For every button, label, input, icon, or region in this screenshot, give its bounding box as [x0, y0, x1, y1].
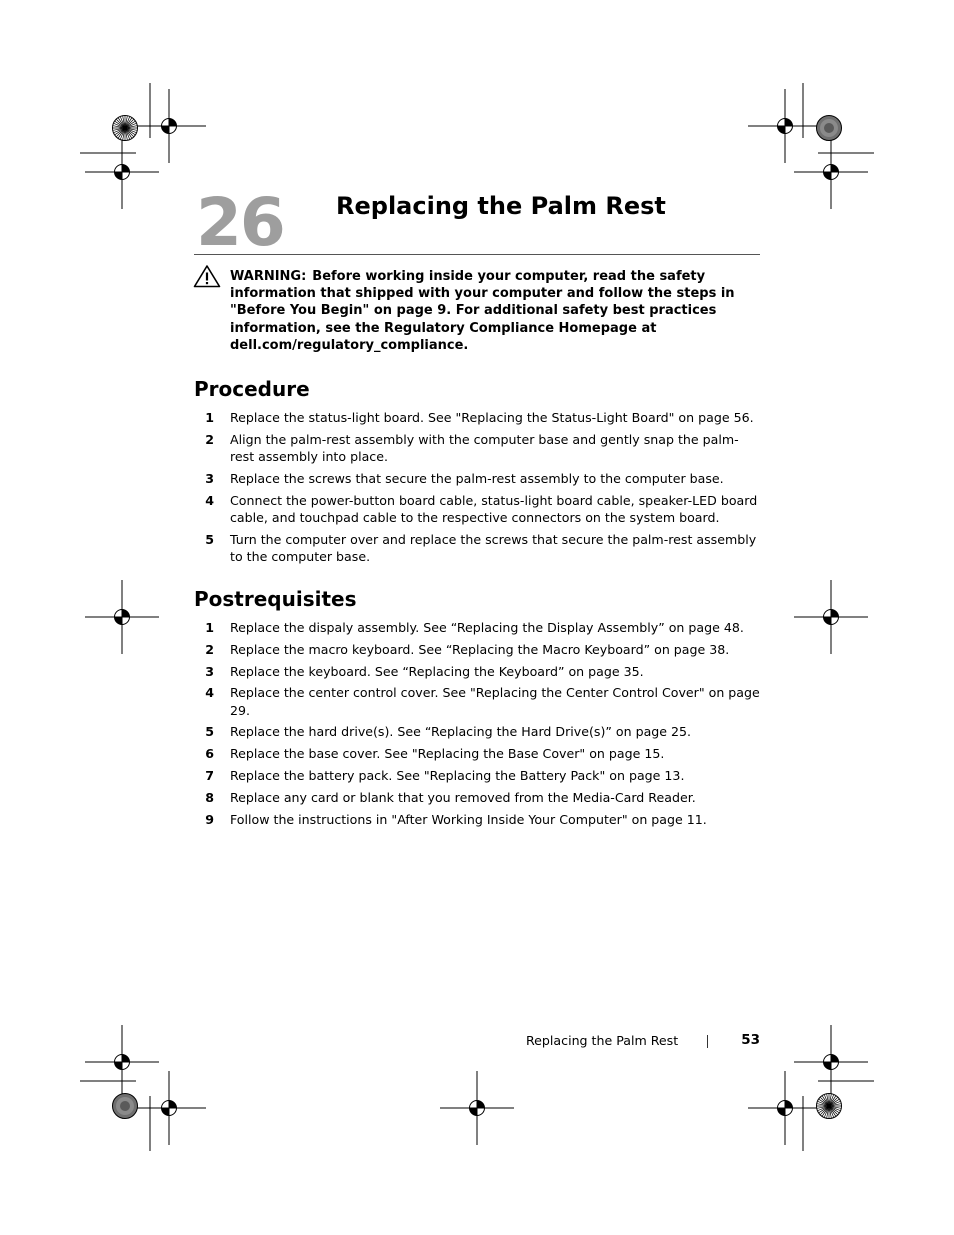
warning-notice [230, 268, 760, 354]
postrequisites-heading: Postrequisites [194, 587, 357, 611]
postrequisite-step [194, 684, 760, 718]
procedure-step [194, 470, 760, 487]
step-number: 2 [205, 431, 214, 447]
warning-triangle-icon [193, 264, 221, 288]
postrequisite-step [194, 745, 760, 762]
step-text: Turn the computer over and replace the screws that secure the palm-rest assembly to the computer base. [230, 531, 757, 564]
step-number: 1 [205, 410, 214, 425]
step-number: 3 [205, 663, 214, 679]
chapter-title: Replacing the Palm Rest [336, 192, 666, 220]
procedure-step [194, 492, 760, 526]
warning-label: WARNING: [230, 269, 307, 284]
step-number: 6 [205, 746, 214, 762]
step-number: 2 [205, 641, 214, 657]
procedure-step [194, 431, 760, 465]
step-number: 5 [205, 724, 214, 740]
procedure-step [194, 409, 760, 426]
postrequisite-step [194, 663, 760, 680]
step-text: Replace the center control cover. See "Replacing the Center Control Cover" on page 29. [230, 685, 760, 718]
step-number: 4 [205, 685, 214, 701]
step-text: Replace the keyboard. See “Replacing the Keyboard” on page 35. [230, 663, 644, 679]
postrequisite-step [194, 619, 760, 636]
step-text: Align the palm-rest assembly with the computer base and gently snap the palm-rest assembly into place. [230, 431, 739, 464]
step-text: Replace the macro keyboard. See “Replacing the Macro Keyboard” on page 38. [230, 641, 730, 657]
postrequisites-steps [194, 619, 760, 828]
step-number: 7 [205, 767, 214, 783]
postrequisite-step [194, 789, 760, 806]
step-number: 1 [205, 620, 214, 635]
step-number: 3 [205, 470, 214, 486]
postrequisite-step [194, 723, 760, 740]
step-number: 4 [205, 492, 214, 508]
warning-body: Before working inside your computer, read the safety information that shipped with your computer and follow the steps in "Before You Begin" on page 9. For additional safety best practices information, see the Regulatory Compliance Homepage at dell.com/regulatory_compliance. [230, 269, 735, 353]
step-number: 8 [205, 789, 214, 805]
step-text: Follow the instructions in "After Working Inside Your Computer" on page 11. [230, 811, 707, 827]
page-number: 53 [741, 1032, 760, 1048]
footer-separator [707, 1035, 708, 1048]
step-text: Replace the hard drive(s). See “Replacing the Hard Drive(s)” on page 25. [230, 724, 692, 740]
step-text: Replace the base cover. See "Replacing the Base Cover" on page 15. [230, 746, 665, 762]
postrequisite-step [194, 767, 760, 784]
procedure-heading: Procedure [194, 377, 310, 401]
step-text: Replace the dispaly assembly. See “Replacing the Display Assembly” on page 48. [230, 620, 744, 635]
procedure-step [194, 531, 760, 565]
step-text: Replace the status-light board. See "Replacing the Status-Light Board" on page 56. [230, 410, 754, 425]
step-text: Replace any card or blank that you removed from the Media-Card Reader. [230, 789, 696, 805]
postrequisite-step [194, 641, 760, 658]
footer-title: Replacing the Palm Rest [526, 1033, 679, 1048]
step-text: Replace the screws that secure the palm-rest assembly to the computer base. [230, 470, 724, 486]
postrequisite-step [194, 811, 760, 828]
step-number: 9 [205, 811, 214, 827]
title-divider [194, 254, 760, 255]
step-text: Connect the power-button board cable, status-light board cable, speaker-LED board cable, and touchpad cable to the respective connectors on the system board. [230, 492, 758, 525]
procedure-steps [194, 409, 760, 565]
step-text: Replace the battery pack. See "Replacing the Battery Pack" on page 13. [230, 767, 685, 783]
step-number: 5 [205, 531, 214, 547]
chapter-number: 26 [196, 184, 284, 261]
